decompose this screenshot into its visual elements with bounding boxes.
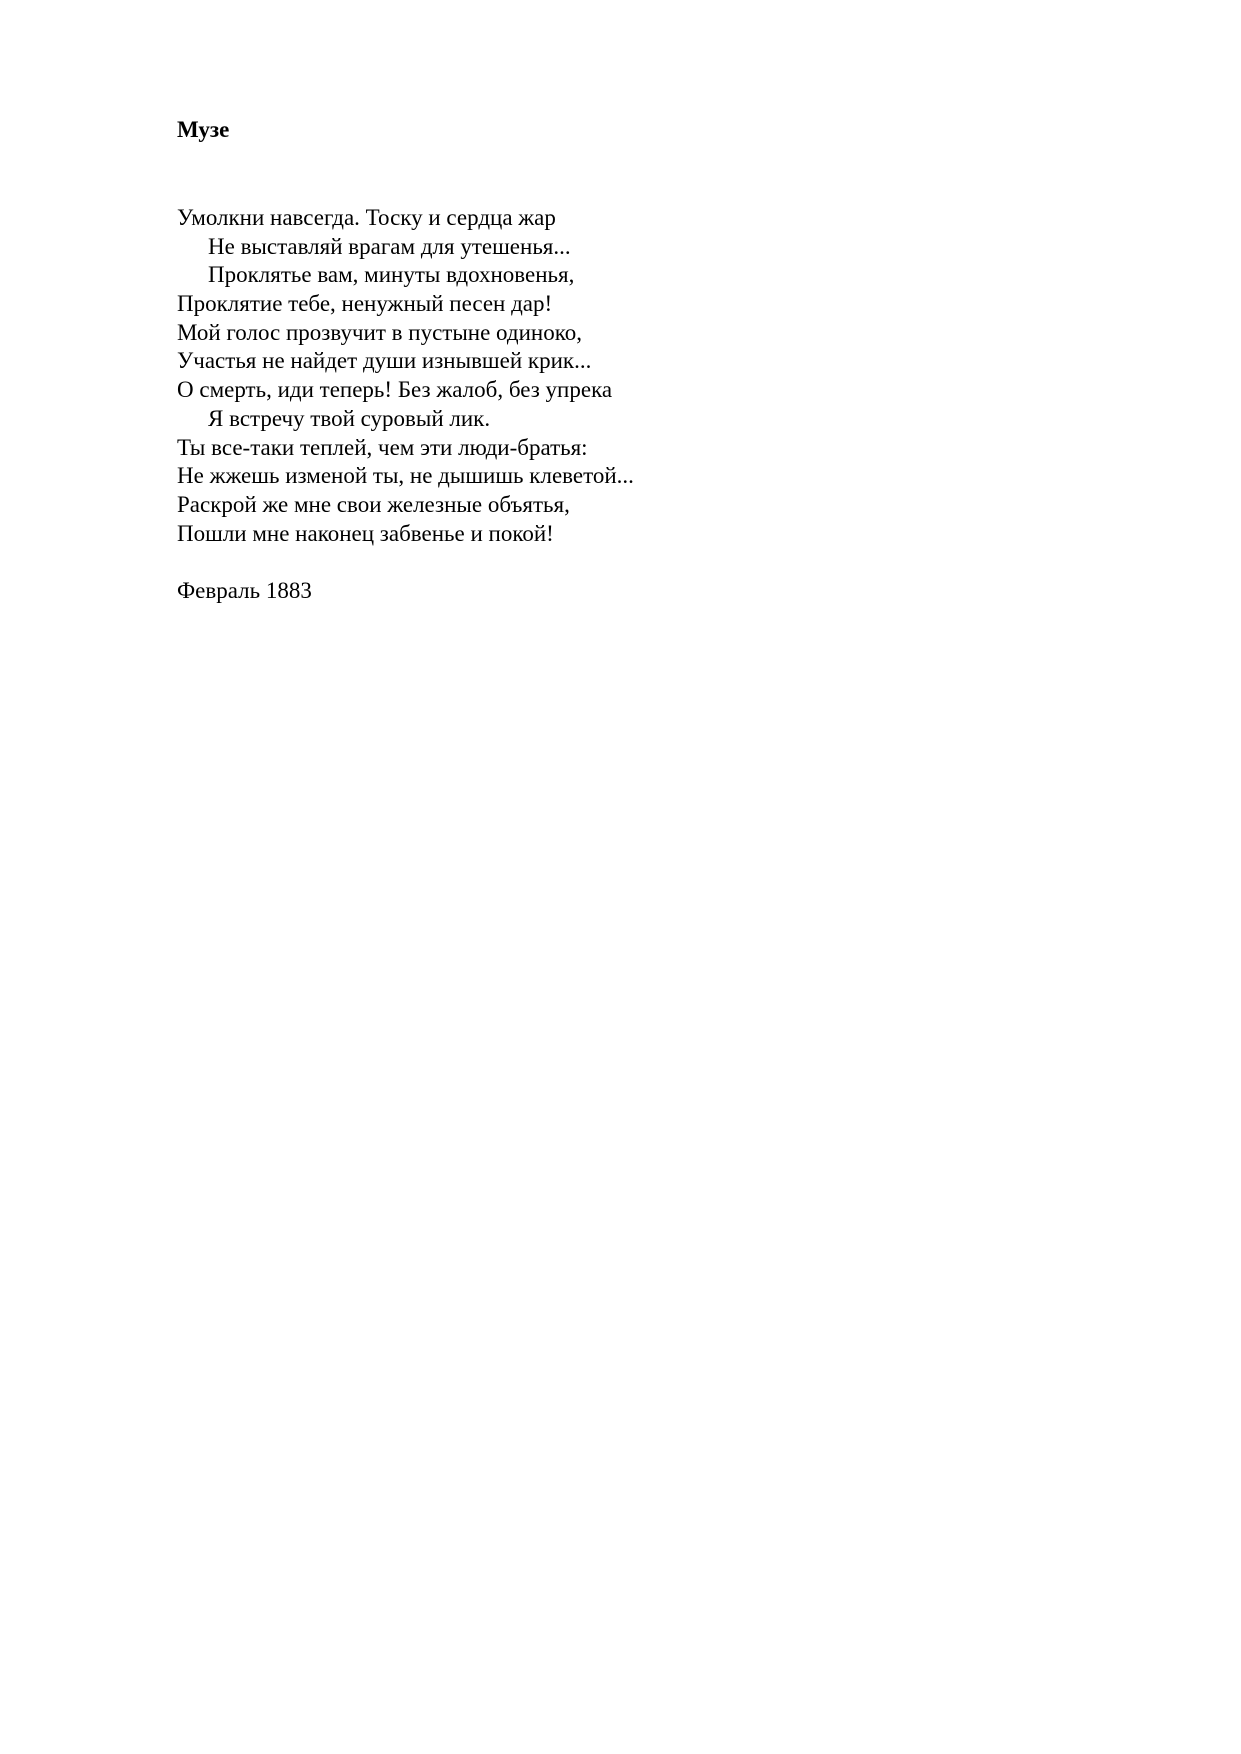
poem-line: Я встречу твой суровый лик. (208, 405, 491, 431)
poem-line: Пошли мне наконец забвенье и покой! (177, 520, 554, 546)
poem-line: Не жжешь изменой ты, не дышишь клеветой... (177, 463, 634, 489)
poem-body (177, 204, 634, 548)
poem-line: Раскрой же мне свои железные объятья, (177, 491, 570, 517)
poem-line: Мой голос прозвучит в пустыне одиноко, (177, 319, 582, 345)
poem-line: Умолкни навсегда. Тоску и сердца жар (177, 205, 556, 230)
poem-line: Проклятие тебе, ненужный песен дар! (177, 291, 553, 317)
poem-line: Не выставляй врагам для утешенья... (208, 233, 571, 259)
poem-line: Проклятье вам, минуты вдохновенья, (208, 262, 575, 288)
poem-line: О смерть, иди теперь! Без жалоб, без упрека (177, 377, 613, 403)
poem-line: Ты все-таки теплей, чем эти люди-братья: (177, 434, 588, 460)
poem-title: Музе (177, 117, 230, 142)
poem-date: Февраль 1883 (177, 578, 312, 603)
poem-line: Участья не найдет души изнывшей крик... (177, 348, 592, 374)
